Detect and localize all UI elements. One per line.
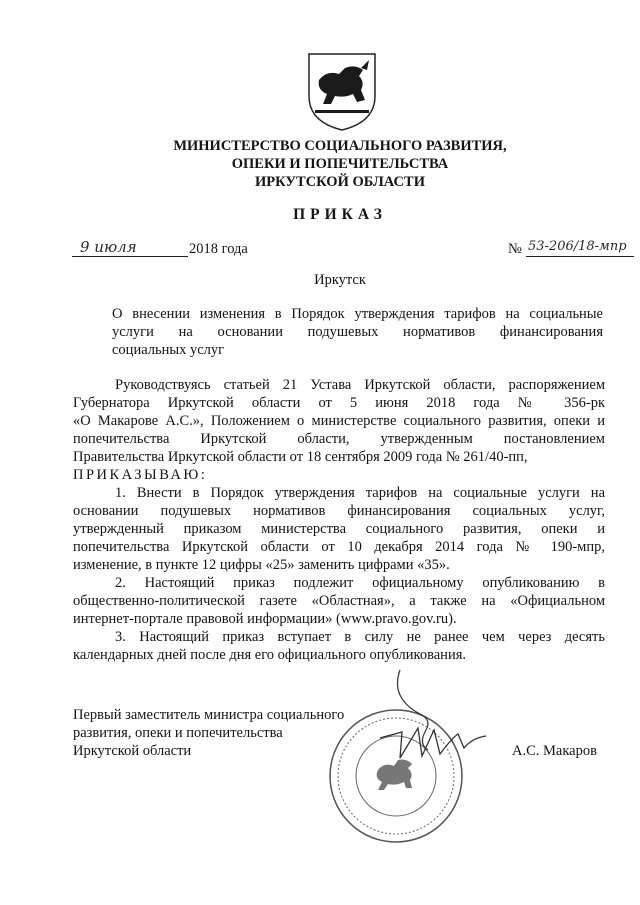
preamble-line: Руководствуясь статьей 21 Устава Иркутской области, распоряжением: [115, 377, 605, 393]
subject-line: услуги на основании подушевых нормативов финансирования: [112, 324, 603, 340]
preamble-line: попечительства Иркутской области, утвержденным постановлением: [73, 431, 605, 447]
order-item-1-line: 1. Внести в Порядок утверждения тарифов на социальные услуги на: [115, 485, 605, 501]
number-prefix: №: [508, 241, 522, 257]
subject-line: О внесении изменения в Порядок утверждения тарифов на социальные: [112, 306, 603, 322]
ministry-name-line3: ИРКУТСКОЙ ОБЛАСТИ: [255, 174, 425, 190]
order-item-1-line: изменение, в пункте 12 цифры «25» заменить цифрами «35».: [73, 557, 450, 573]
number-handwritten: 53-206/18-мпр: [528, 239, 627, 254]
signatory-position-line: развития, опеки и попечительства: [73, 725, 283, 741]
preamble-line: «О Макарове А.С.», Положением о министерстве социального развития, опеки и: [73, 413, 605, 429]
order-item-2-line: общественно-политической газете «Областная», а также на «Официальном: [73, 593, 605, 609]
order-item-3-line: календарных дней после дня его официального опубликования.: [73, 647, 467, 663]
order-item-3-line: 3. Настоящий приказ вступает в силу не ранее чем через десять: [115, 629, 605, 645]
order-item-2-line: 2. Настоящий приказ подлежит официальному опубликованию в: [115, 575, 605, 591]
order-item-1-line: попечительства Иркутской области от 10 декабря 2014 года № 190-мпр,: [73, 539, 605, 555]
signatory-name: А.С. Макаров: [512, 743, 597, 759]
coat-of-arms-emblem: [305, 50, 379, 132]
date-underline: [72, 256, 188, 257]
ministry-name-line1: МИНИСТЕРСТВО СОЦИАЛЬНОГО РАЗВИТИЯ,: [173, 138, 507, 154]
order-item-1-line: утвержденный приказом министерства социального развития, опеки и: [73, 521, 605, 537]
signatory-position-line: Первый заместитель министра социального: [73, 707, 345, 723]
document-type-title: ПРИКАЗ: [293, 206, 387, 223]
order-item-2-line: интернет-портале правовой информации» (www.pravo.gov.ru).: [73, 611, 457, 627]
signatory-position-line: Иркутской области: [73, 743, 192, 759]
order-item-1-line: основании подушевых нормативов финансирования социальных услуг,: [73, 503, 605, 519]
number-underline: [526, 256, 634, 257]
ministry-name-line2: ОПЕКИ И ПОПЕЧИТЕЛЬСТВА: [231, 156, 449, 172]
preamble-line: Губернатора Иркутской области от 5 июня 2018 года № 356-рк: [73, 395, 605, 411]
subject-line: социальных услуг: [112, 342, 225, 358]
city-name: Иркутск: [314, 272, 366, 288]
date-handwritten: 9 июля: [80, 238, 137, 256]
date-suffix: 2018 года: [189, 241, 248, 257]
preamble-line: Правительства Иркутской области от 18 сентября 2009 года № 261/40-пп,: [73, 449, 528, 465]
order-word: ПРИКАЗЫВАЮ:: [73, 467, 208, 483]
handwritten-signature: [360, 668, 510, 778]
